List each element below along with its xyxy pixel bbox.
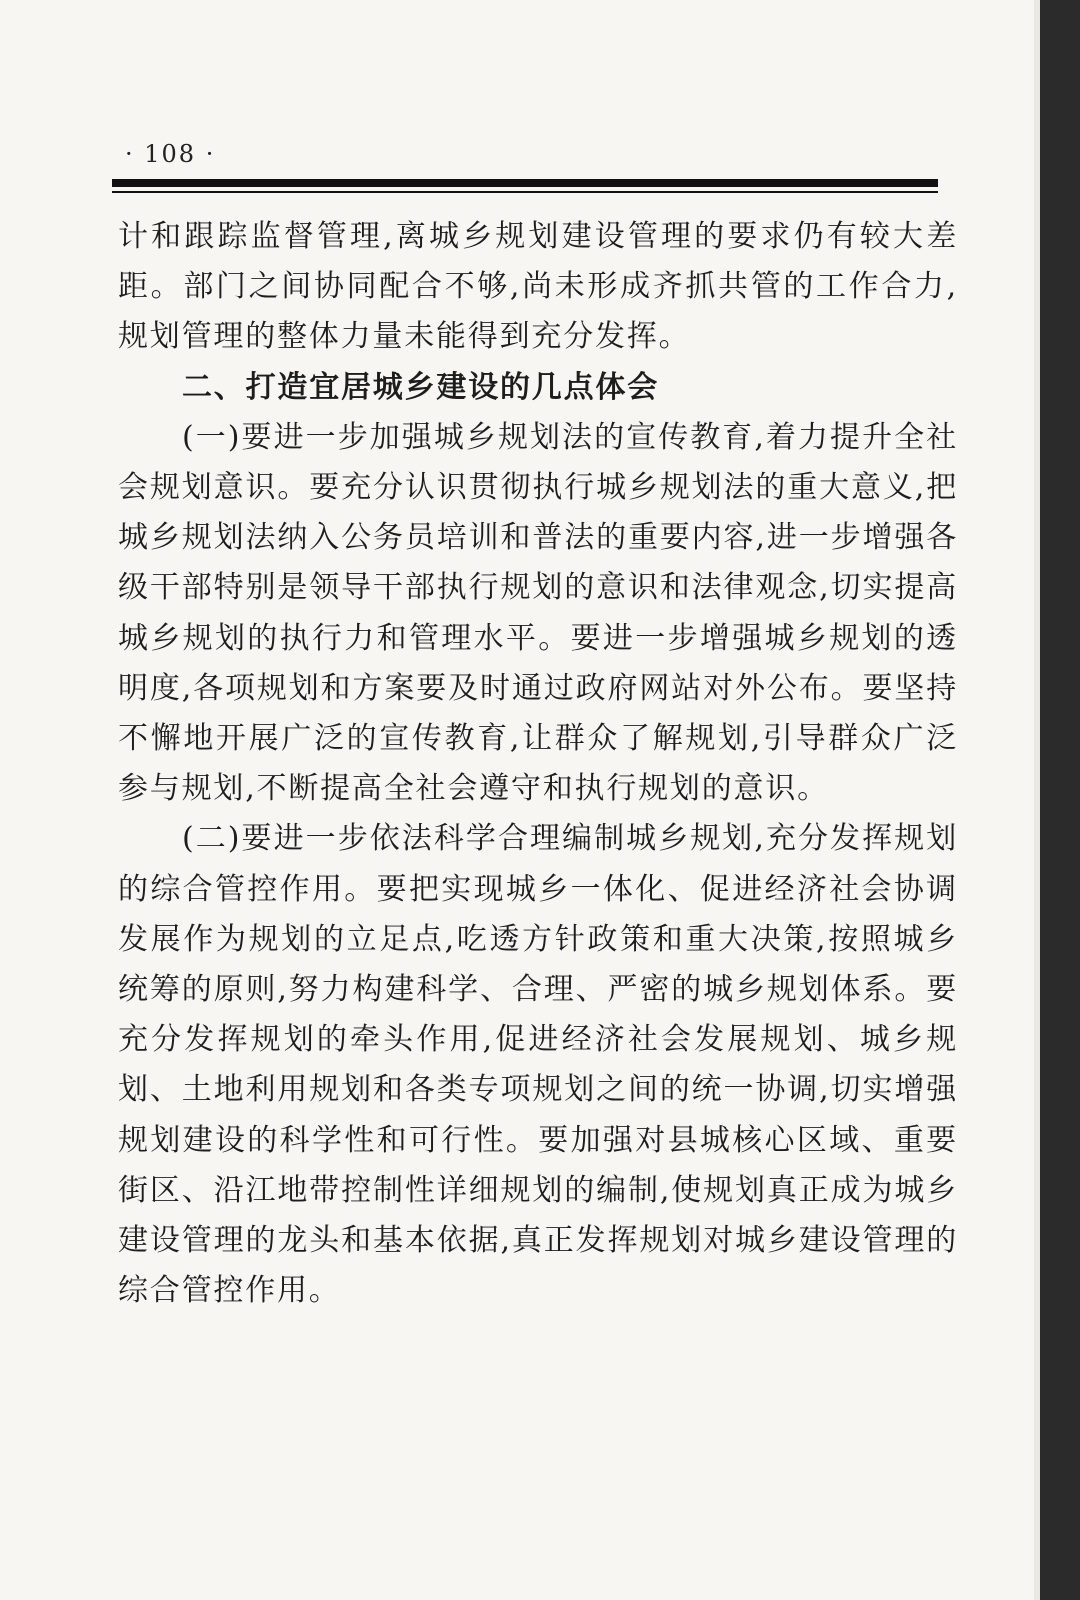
paragraph-continued: 计和跟踪监督管理,离城乡规划建设管理的要求仍有较大差距。部门之间协同配合不够,尚未形成齐抓共管的工作合力,规划管理的整体力量未能得到充分发挥。 bbox=[118, 219, 958, 355]
header-rule-thin bbox=[112, 191, 938, 193]
body-text bbox=[118, 212, 958, 1316]
page-number: · 108 · bbox=[125, 140, 216, 168]
header-rule-thick bbox=[112, 179, 938, 187]
paragraph-point-2: (二)要进一步依法科学合理编制城乡规划,充分发挥规划的综合管控作用。要把实现城乡一体化、促进经济社会协调发展作为规划的立足点,吃透方针政策和重大决策,按照城乡统筹的原则,努力构建科学、合理、严密的城乡规划体系。要充分发挥规划的牵头作用,促进经济社会发展规划、城乡规划、土地利用规划和各类专项规划之间的统一协调,切实增强规划建设的科学性和可行性。要加强对县城核心区域、重要街区、沿江地带控制性详细规划的编制,使规划真正成为城乡建设管理的龙头和基本依据,真正发挥规划对城乡建设管理的综合管控作用。 bbox=[118, 821, 958, 1309]
section-heading: 二、打造宜居城乡建设的几点体会 bbox=[182, 369, 659, 405]
paragraph-point-1: (一)要进一步加强城乡规划法的宣传教育,着力提升全社会规划意识。要充分认识贯彻执行城乡规划法的重大意义,把城乡规划法纳入公务员培训和普法的重要内容,进一步增强各级干部特别是领导干部执行规划的意识和法律观念,切实提高城乡规划的执行力和管理水平。要进一步增强城乡规划的透明度,各项规划和方案要及时通过政府网站对外公布。要坚持不懈地开展广泛的宣传教育,让群众了解规划,引导群众广泛参与规划,不断提高全社会遵守和执行规划的意识。 bbox=[118, 419, 958, 807]
